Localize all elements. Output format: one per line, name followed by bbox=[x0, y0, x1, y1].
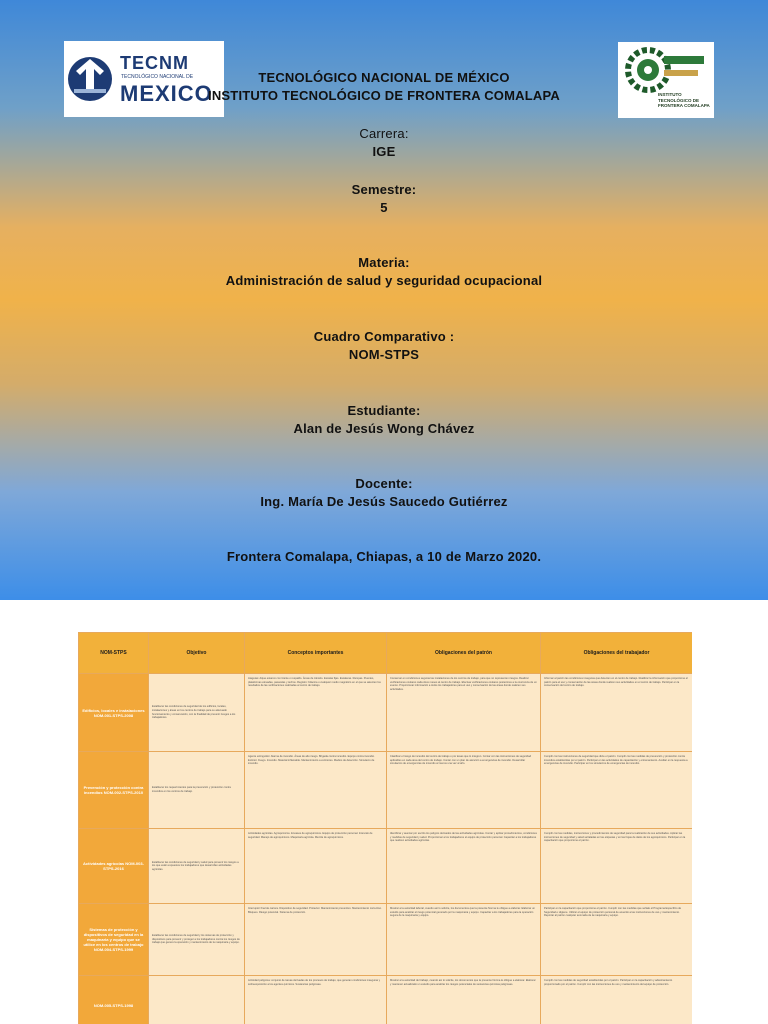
row-nom: Prevención y protección contra incendios NOM-002-STPS-2010 bbox=[79, 752, 149, 829]
semestre-label: Semestre: bbox=[351, 182, 417, 197]
row-patron: Identificar y asentar por escrito los peligros derivados de las actividades agrícolas. Contar y aplicar procedimientos, condiciones y medidas de seguridad y salud. Proporcionar a los trabajadores el equipo de protección personal. Capacitar a los trabajadores que realicen actividades agrícolas. bbox=[387, 829, 541, 904]
institution-title-1: TECNOLÓGICO NACIONAL DE MÉXICO bbox=[258, 70, 510, 85]
row-objetivo: Establecer los requerimientos para la prevención y protección contra incendios en los centros de trabajo. bbox=[149, 752, 245, 829]
header-nom: NOM-STPS bbox=[79, 633, 149, 674]
row-conceptos: Ataguías: dique estanco con tirante o respaldo. Áreas de tránsito. Escalas fijas. Escaleras. Rampas. Puentes, plataformas elevadas, pasarelas y techos. Registro: bitácora o cualquier medio magnético en el que se asienten los resultados de las verificaciones realizadas al centro de trabajo. bbox=[245, 674, 387, 752]
row-conceptos: Actividad peligrosa: conjunto de tareas derivadas de los procesos de trabajo, que generan condiciones inseguras y sobreexposición a los agentes químicos. Sustancias peligrosas. bbox=[245, 976, 387, 1024]
row-patron: Mostrar a la autoridad del trabajo, cuando así lo solicite, los documentos que la presente Norma le obligue a elaborar. Elaborar y mantener actualizado un estudio para analizar los riesgos potenciales de sustancias químicas peligrosas. bbox=[387, 976, 541, 1024]
estudiante-value: Alan de Jesús Wong Chávez bbox=[293, 421, 475, 436]
table-header-row bbox=[79, 633, 693, 674]
tecnm-logo-text: TECNM bbox=[120, 53, 189, 73]
cuadro-label: Cuadro Comparativo : bbox=[313, 329, 455, 344]
table-row bbox=[79, 976, 693, 1024]
estudiante-label: Estudiante: bbox=[347, 403, 421, 418]
row-conceptos: Agente extinguidor. Alarma de incendio. Áreas de alto riesgo. Brigada contra incendio. Equipo contra incendio. Extintor. Fuego. Incendio. Material inflamable. Mantenimiento a extintores. Medios de detección. Simulacro de incendio. bbox=[245, 752, 387, 829]
comparison-table bbox=[78, 632, 692, 1024]
row-nom: Sistemas de protección y dispositivos de seguridad en la maquinaria y equipo que se utilice en los centros de trabajo NOM-004-STPS-1999 bbox=[79, 904, 149, 976]
materia-label: Materia: bbox=[358, 255, 410, 270]
row-trabajador: Cumplir con las medidas, instrucciones y procedimientos de seguridad para la realización de sus actividades. Aplicar las instrucciones de seguridad y salud señaladas en las etiquetas y en las hojas de datos de los agroquímicos. Participar en la capacitación que proporcione el patrón. bbox=[541, 829, 693, 904]
row-conceptos: Actividades agrícolas. Agroquímicos. Envases de agroquímicos. Equipo de protección personal. Intervalo de seguridad. Manejo de agroquímicos. Maquinaria agrícola. Mezcla de agroquímicos. bbox=[245, 829, 387, 904]
row-objetivo bbox=[149, 976, 245, 1024]
comparison-table-page bbox=[78, 632, 692, 1024]
row-trabajador: Cumplir con las medidas de seguridad establecidas por el patrón. Participar en la capacitación y adiestramiento proporcionado por el patrón. Cumplir con las instrucciones de uso y mantenimiento del equipo de protección. bbox=[541, 976, 693, 1024]
row-objetivo: Establecer las condiciones de seguridad y salud para prevenir los riesgos a los que están expuestos los trabajadores que desarrollan actividades agrícolas. bbox=[149, 829, 245, 904]
institution-title-2: INSTITUTO TECNOLÓGICO DE FRONTERA COMALAPA bbox=[208, 88, 560, 103]
row-nom: NOM-005-STPS-1998 bbox=[79, 976, 149, 1024]
table-row bbox=[79, 752, 693, 829]
table-row bbox=[79, 829, 693, 904]
header-objetivo: Objetivo bbox=[149, 633, 245, 674]
place-date: Frontera Comalapa, Chiapas, a 10 de Marzo 2020. bbox=[226, 549, 542, 564]
row-patron: Conservar en condiciones seguras las instalaciones de los centros de trabajo, para que no representen riesgos. Realizar verificaciones oculares cada doce meses al centro de trabajo. Efectuar verificaciones oculares posteriores a la ocurrencia de un evento. Proporcionar información a todos los trabajadores para el uso y conservación de las áreas donde realicen sus actividades. bbox=[387, 674, 541, 752]
docente-value: Ing. María De Jesús Saucedo Gutiérrez bbox=[260, 494, 508, 509]
semestre-value: 5 bbox=[380, 200, 388, 215]
row-nom: Actividades agrícolas NOM-003-STPS-2016 bbox=[79, 829, 149, 904]
table-row bbox=[79, 674, 693, 752]
row-trabajador: Participar en la capacitación que proporcione el patrón. Cumplir con las medidas que señale el Programa Específico de Seguridad e Higiene. Utilizar el equipo de protección personal de acuerdo a las instrucciones de uso y mantenimiento. Reportar al patrón cualquier anomalía de la maquinaria y equipo. bbox=[541, 904, 693, 976]
header-conceptos: Conceptos importantes bbox=[245, 633, 387, 674]
page-separator bbox=[0, 600, 768, 630]
itfc-logo-text: INSTITUTO TECNOLÓGICO DE FRONTERA COMALAPA bbox=[658, 92, 710, 108]
row-nom: Edificios, locales e instalaciones NOM-001-STPS-2008 bbox=[79, 674, 149, 752]
row-patron: Clasificar el riesgo de incendio del centro de trabajo o por áreas que lo integren. Contar con las instrucciones de seguridad aplicables en cada área del centro de trabajo. Contar con un plan de atención a emergencias de incendio. Desarrollar simulacros de emergencias de incendio al menos una vez al año. bbox=[387, 752, 541, 829]
table-row bbox=[79, 904, 693, 976]
tecnm-logo-subtext: TECNOLÓGICO NACIONAL DE bbox=[121, 74, 194, 80]
row-conceptos: Interruptor final de carrera. Dispositivo de seguridad. Protector. Mantenimiento preventivo. Mantenimiento correctivo. Bloqueo. Riesgo potencial. Sistema de protección. bbox=[245, 904, 387, 976]
row-objetivo: Establecer las condiciones de seguridad y los sistemas de protección y dispositivos para prevenir y proteger a los trabajadores contra los riesgos de trabajo que genere la operación y mantenimiento de la maquinaria y equipo. bbox=[149, 904, 245, 976]
materia-value: Administración de salud y seguridad ocupacional bbox=[225, 273, 543, 288]
tecnm-logo-mexico: MEXICO bbox=[120, 81, 213, 106]
carrera-label: Carrera: bbox=[359, 126, 409, 141]
row-patron: Mostrar a la autoridad laboral, cuando así lo solicite, los documentos que la presente Norma le obligue a elaborar. Elaborar un estudio para analizar el riesgo potencial generado por la maquinaria y equipo. Capacitar a los trabajadores para la operación segura de la maquinaria y equipo. bbox=[387, 904, 541, 976]
itfc-gear-icon bbox=[618, 42, 714, 94]
header-patron: Obligaciones del patrón bbox=[387, 633, 541, 674]
cuadro-value: NOM-STPS bbox=[348, 347, 420, 362]
docente-label: Docente: bbox=[355, 476, 413, 491]
header-trabajador: Obligaciones del trabajador bbox=[541, 633, 693, 674]
row-trabajador: Cumplir con las instrucciones de seguridad que dicte el patrón. Cumplir con las medidas de prevención y protección contra incendios establecidas por el patrón. Participar en las actividades de capacitación y entrenamiento. Auxiliar en la respuesta a emergencias de incendio. Participar en los simulacros de emergencias de incendio. bbox=[541, 752, 693, 829]
row-objetivo: Establecer las condiciones de seguridad de los edificios, locales, instalaciones y áreas en los centros de trabajo para su adecuado funcionamiento y conservación, con la finalidad de prevenir riesgos a los trabajadores. bbox=[149, 674, 245, 752]
row-trabajador: Informar al patrón las condiciones inseguras que detecten en el centro de trabajo. Reallizar la información que proporcione el patrón para el uso y conservación de las áreas donde realicen sus actividades en el centro de trabajo. Participar en la conservación del centro de trabajo. bbox=[541, 674, 693, 752]
carrera-value: IGE bbox=[372, 144, 396, 159]
